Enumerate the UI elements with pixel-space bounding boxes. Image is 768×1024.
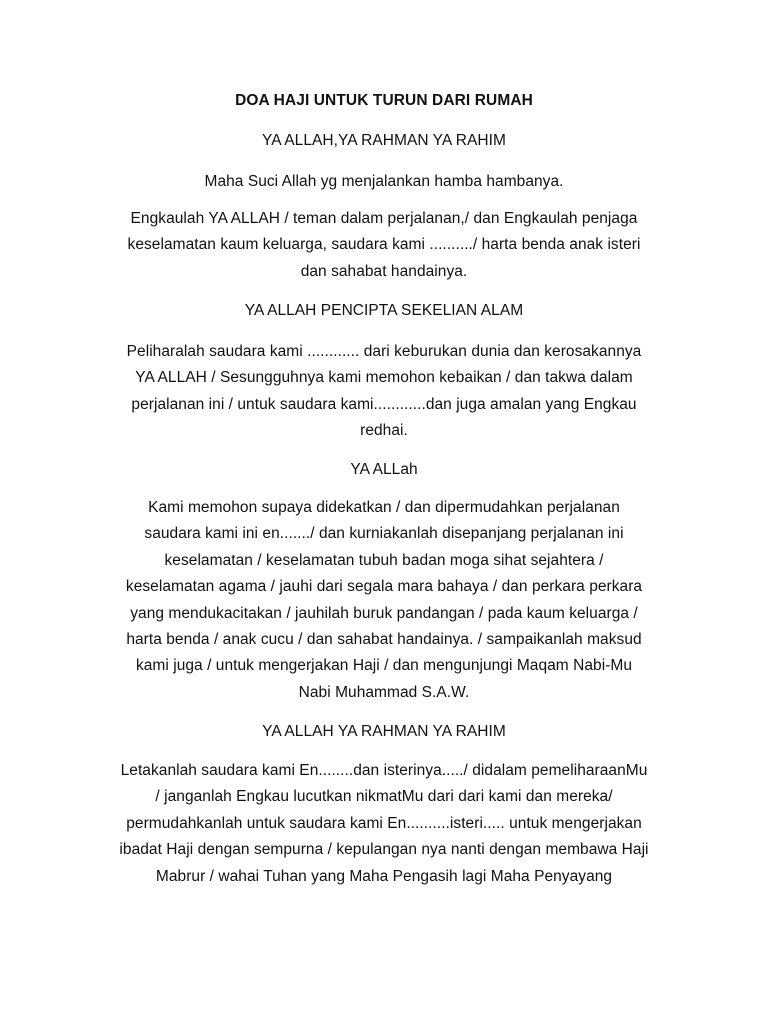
text-line: perjalanan ini / untuk saudara kami............dan juga amalan yang Engkau (131, 395, 637, 413)
text-line: Mabrur / wahai Tuhan yang Maha Pengasih lagi Maha Penyayang (155, 867, 613, 885)
text-line: Maha Suci Allah yg menjalankan hamba hambanya. (204, 173, 564, 190)
text-line: keselamatan / keselamatan tubuh badan moga sihat sejahtera / (164, 551, 604, 569)
text-line: Peliharalah saudara kami ............ dari keburukan dunia dan kerosakannya (126, 343, 642, 360)
paragraph-invocation-2 (60, 298, 708, 324)
paragraph-protection (60, 339, 708, 445)
text-line: redhai. (360, 422, 408, 440)
paragraph-protector (60, 206, 708, 285)
text-line: YA ALLAH YA RAHMAN YA RAHIM (262, 723, 506, 740)
text-line: yang mendukacitakan / jauhilah buruk pandangan / pada kaum keluarga / (130, 604, 638, 622)
text-line: Kami memohon supaya didekatkan / dan dipermudahkan perjalanan (148, 499, 620, 516)
paragraph-invocation-4 (60, 719, 708, 745)
text-line: YA ALLAH / Sesungguhnya kami memohon kebaikan / dan takwa dalam (135, 369, 633, 387)
paragraph-invocation-3 (60, 457, 708, 483)
text-line: Nabi Muhammad S.A.W. (298, 683, 470, 701)
document-title: DOA HAJI UNTUK TURUN DARI RUMAH (235, 92, 533, 109)
text-line: saudara kami ini en......./ dan kurniakanlah disepanjang perjalanan ini (144, 525, 624, 543)
text-line: YA ALLah (350, 461, 418, 478)
text-line: YA ALLAH PENCIPTA SEKELIAN ALAM (244, 302, 524, 319)
text-line: keselamatan agama / jauhi dari segala mara bahaya / dan perkara perkara (125, 578, 643, 596)
paragraph-praise (60, 169, 708, 195)
text-line: YA ALLAH,YA RAHMAN YA RAHIM (262, 132, 506, 149)
text-line: kami juga / untuk mengerjakan Haji / dan mengunjungi Maqam Nabi-Mu (135, 657, 633, 675)
text-line: harta benda / anak cucu / dan sahabat handainya. / sampaikanlah maksud (126, 631, 642, 649)
paragraph-closing (60, 758, 708, 890)
text-line: / janganlah Engkau lucutkan nikmatMu dari dari kami dan mereka/ (155, 788, 613, 806)
text-line: ibadat Haji dengan sempurna / kepulangan nya nanti dengan membawa Haji (119, 841, 649, 859)
paragraph-invocation-1 (60, 128, 708, 154)
text-line: permudahkanlah untuk saudara kami En..........isteri..... untuk mengerjakan (126, 814, 642, 832)
text-line: Letakanlah saudara kami En........dan isterinya...../ didalam pemeliharaanMu (120, 762, 648, 779)
paragraph-supplication (60, 495, 708, 706)
document-page (60, 0, 708, 1024)
text-line: keselamatan kaum keluarga, saudara kami ........../ harta benda anak isteri (127, 236, 641, 254)
text-line: Engkaulah YA ALLAH / teman dalam perjalanan,/ dan Engkaulah penjaga (130, 210, 638, 227)
text-line: dan sahabat handainya. (300, 262, 468, 280)
